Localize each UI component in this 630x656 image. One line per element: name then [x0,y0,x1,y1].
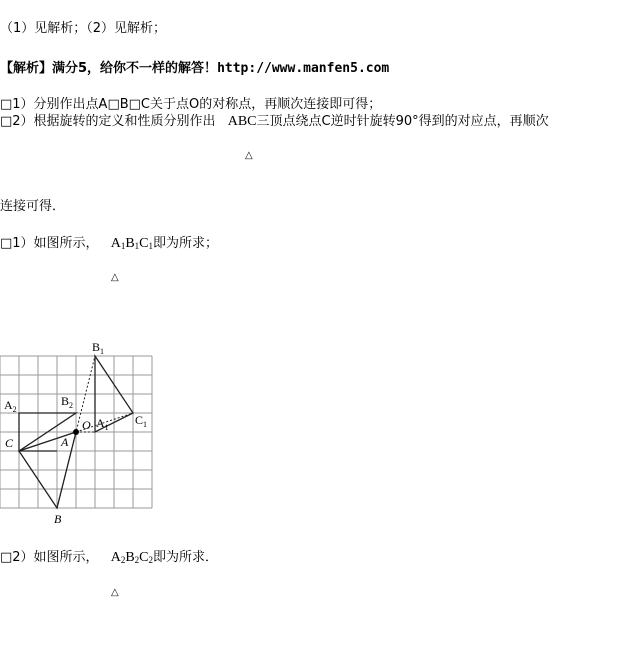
solution-2 [0,549,218,569]
triangle-a2b2c2-label: $A_2B_2C_2$ [110,550,154,565]
analysis-header [0,60,389,78]
solution-2-suffix: 即为所求． [153,550,219,565]
step-2 [0,113,549,131]
triangle-a1b1c1-label: $A_1B_1C_1$ [110,236,154,251]
solution-2-prefix: □2）如图所示， [0,550,99,565]
solution-1 [0,235,218,255]
label-o: O [82,418,91,432]
analysis-url: http://www.manfen5.com [217,61,390,76]
label-a1: $A_1$ [96,416,109,432]
step-2-abc: ABC [227,114,257,129]
triangle-symbol: △ [111,272,119,283]
answer-line: （1）见解析；（2）见解析； [0,21,167,36]
step-2-suffix: 三顶点绕点C逆时针旋转90°得到的对应点，再顺次 [256,114,549,129]
label-b: B [54,512,62,526]
triangle-symbol: △ [111,587,119,598]
label-a: A [61,435,69,449]
analysis-tag: 【解析】 [0,61,53,76]
step-2-prefix: □2）根据旋转的定义和性质分别作出 [0,114,216,129]
label-a2: $A_2$ [4,398,17,414]
analysis-slogan: 满分5，给你不一样的解答！ [52,61,218,76]
step-2-tail: 连接可得． [0,199,66,214]
label-c: C [5,436,14,450]
geometry-figure [0,338,170,528]
step-1: □1）分别作出点A□B□C关于点O的对称点，再顺次连接即可得； [0,97,382,112]
label-c1: $C_1$ [135,413,148,429]
solution-1-prefix: □1）如图所示， [0,236,99,251]
label-b2: $B_2$ [61,394,74,410]
point-o [73,429,79,435]
triangle-symbol: △ [245,150,253,161]
solution-1-suffix: 即为所求； [153,236,219,251]
label-b1: $B_1$ [92,340,105,356]
